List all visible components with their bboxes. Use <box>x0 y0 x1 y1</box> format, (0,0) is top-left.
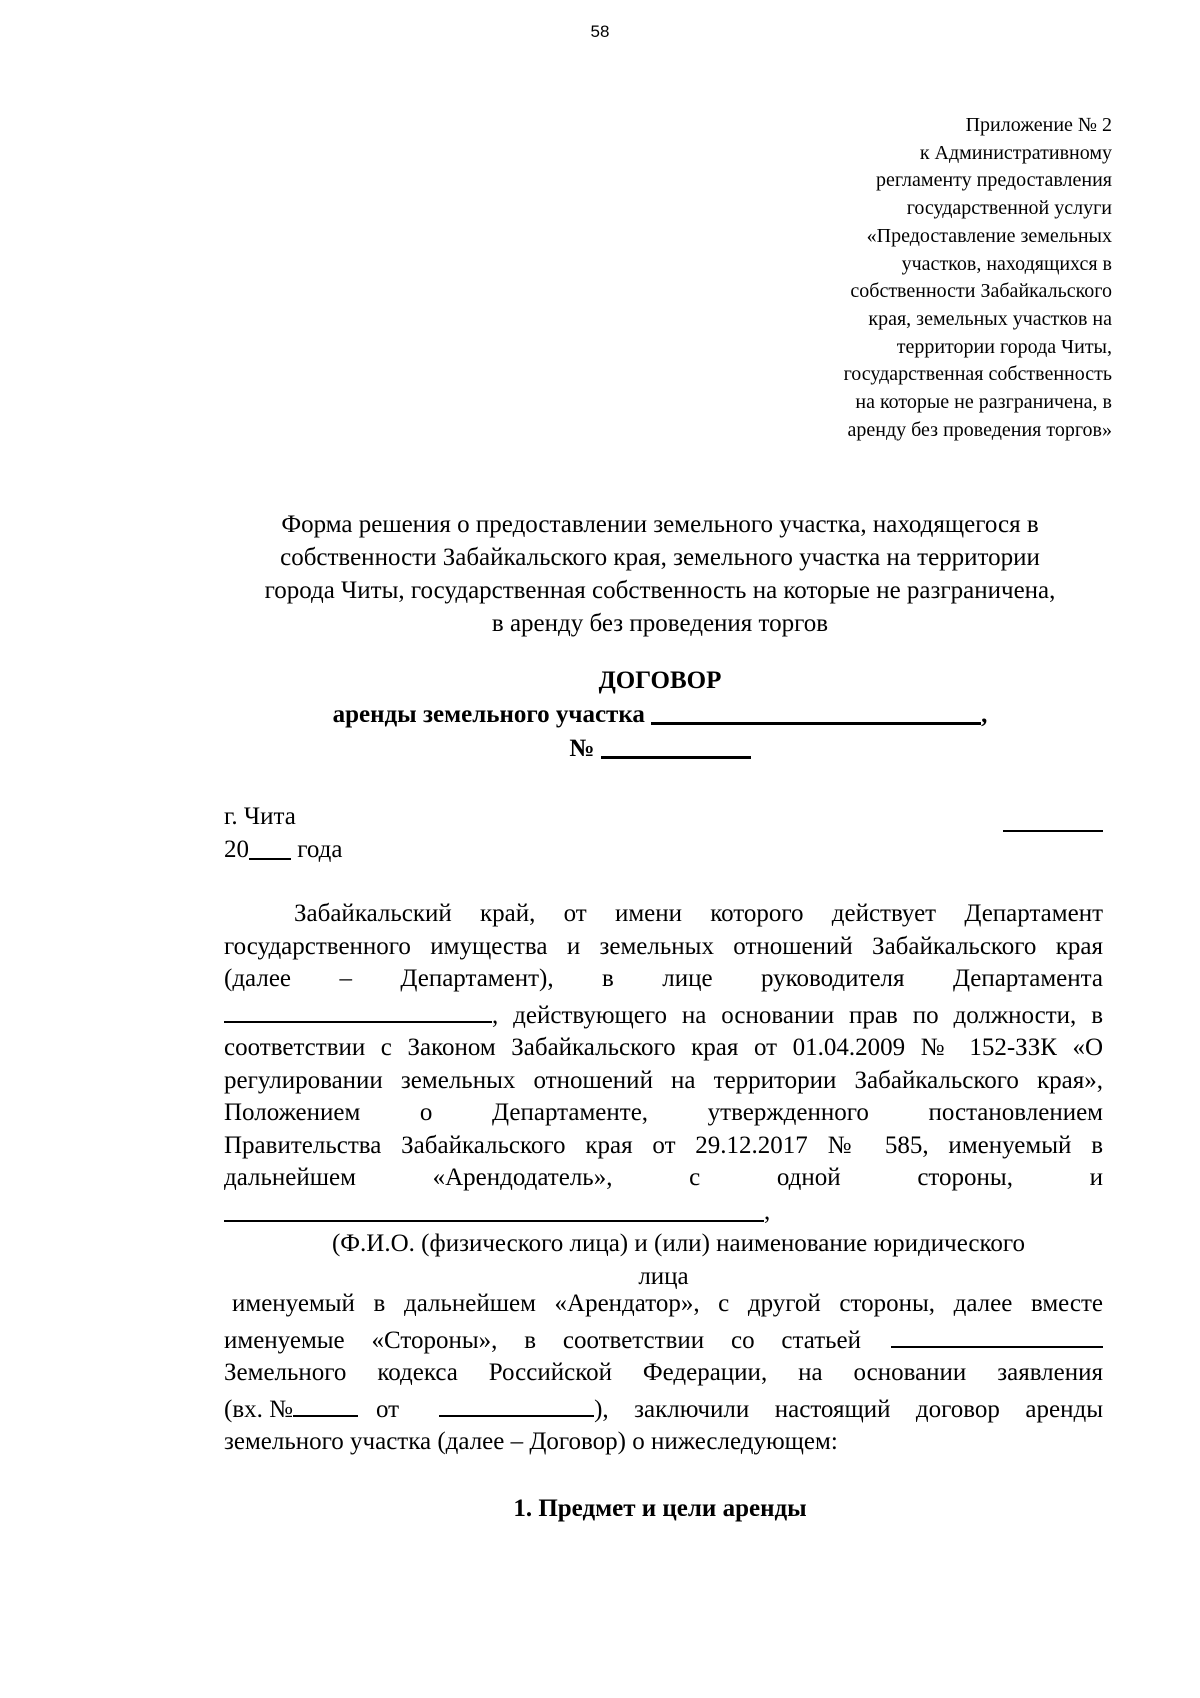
contract-number-prefix: № <box>569 735 595 762</box>
appendix-line: аренду без проведения торгов» <box>847 418 1112 441</box>
section-1-title: 1. Предмет и цели аренды <box>513 1495 807 1522</box>
tenant-comma: , <box>764 1197 771 1225</box>
incoming-number-blank[interactable] <box>293 1390 358 1417</box>
body-line: Положением о Департаменте, утвержденного постановлением <box>224 1099 1103 1126</box>
contract-number-blank[interactable] <box>601 731 751 759</box>
form-title <box>180 508 1140 640</box>
appendix-block <box>712 112 1112 444</box>
body-line <box>224 1390 1103 1427</box>
body-line: (далее – Департамент), в лице руководителя Департамента <box>224 965 1103 992</box>
tenant-name-line <box>224 1195 1103 1229</box>
incoming-prefix: (вх. № <box>224 1395 293 1423</box>
form-title-line: города Читы, государственная собственность на которые не разграничена, <box>264 577 1056 604</box>
city-line <box>224 800 1103 833</box>
form-title-line: собственности Забайкальского края, земельного участка на территории <box>280 544 1040 571</box>
paragraph-2 <box>224 1288 1103 1459</box>
body-line: Забайкальский край, от имени которого действует Департамент <box>294 900 1103 927</box>
appendix-line: края, земельных участков на <box>868 307 1112 330</box>
contract-subtitle-comma: , <box>981 701 988 728</box>
body-line: регулировании земельных отношений на территории Забайкальского края», <box>224 1066 1103 1094</box>
appendix-line: участков, находящихся в <box>901 252 1112 275</box>
form-title-line: в аренду без проведения торгов <box>491 610 829 637</box>
page-number: 58 <box>590 22 610 41</box>
contract-subtitle: аренды земельного участка <box>332 701 645 728</box>
appendix-line: государственной услуги <box>906 197 1112 220</box>
plot-blank[interactable] <box>651 697 981 725</box>
appendix-line: к Административному <box>919 141 1112 164</box>
body-line <box>224 1321 1103 1358</box>
date-blank[interactable] <box>1003 805 1103 832</box>
appendix-line: на которые не разграничена, в <box>855 391 1112 414</box>
body-line: дальнейшем «Арендодатель», с одной стороны, и <box>224 1164 1103 1191</box>
appendix-line: государственная собственность <box>843 363 1112 386</box>
tenant-note: (Ф.И.О. (физического лица) и (или) наименование юридического <box>331 1230 1026 1257</box>
body-line <box>224 996 1103 1033</box>
director-name-blank[interactable] <box>224 996 492 1023</box>
contract-number-line <box>180 731 1140 765</box>
year-line <box>224 833 1103 866</box>
paragraph-1 <box>224 898 1103 1293</box>
form-title-line: Форма решения о предоставлении земельного участка, находящегося в <box>281 511 1039 538</box>
body-line-text: ), заключили настоящий договор аренды <box>594 1395 1103 1423</box>
body-line-text: именуемые «Стороны», в соответствии со статьей <box>224 1326 861 1354</box>
year-suffix: года <box>297 836 343 863</box>
year-blank[interactable] <box>249 833 291 860</box>
appendix-line: регламенту предоставления <box>875 169 1112 192</box>
body-line: именуемый в дальнейшем «Арендатор», с другой стороны, далее вместе <box>232 1290 1103 1317</box>
appendix-line: «Предоставление земельных <box>866 224 1112 247</box>
contract-heading <box>180 664 1140 765</box>
body-line-text: , действующего на основании прав по должности, в <box>492 1001 1103 1029</box>
incoming-date-blank[interactable] <box>439 1390 594 1417</box>
article-blank[interactable] <box>891 1321 1103 1348</box>
appendix-line: территории города Читы, <box>896 335 1112 358</box>
body-line: соответствии с Законом Забайкальского края от 01.04.2009 № 152-ЗЗК «О <box>224 1034 1103 1061</box>
year-prefix: 20 <box>224 836 249 863</box>
contract-subtitle-line <box>180 697 1140 731</box>
appendix-line: собственности Забайкальского <box>850 280 1112 303</box>
body-line: Земельного кодекса Российской Федерации, на основании заявления <box>224 1359 1103 1386</box>
contract-title: ДОГОВОР <box>598 667 722 694</box>
city: г. Чита <box>224 803 296 830</box>
body-line: земельного участка (далее – Договор) о нижеследующем: <box>224 1428 838 1455</box>
body-line: Правительства Забайкальского края от 29.12.2017 № 585, именуемый в <box>224 1131 1103 1159</box>
incoming-from: от <box>375 1395 400 1423</box>
tenant-note: лица <box>638 1262 689 1290</box>
body-line: государственного имущества и земельных отношений Забайкальского края <box>224 932 1103 960</box>
appendix-line: Приложение № 2 <box>965 114 1112 136</box>
tenant-name-blank[interactable] <box>224 1195 764 1222</box>
